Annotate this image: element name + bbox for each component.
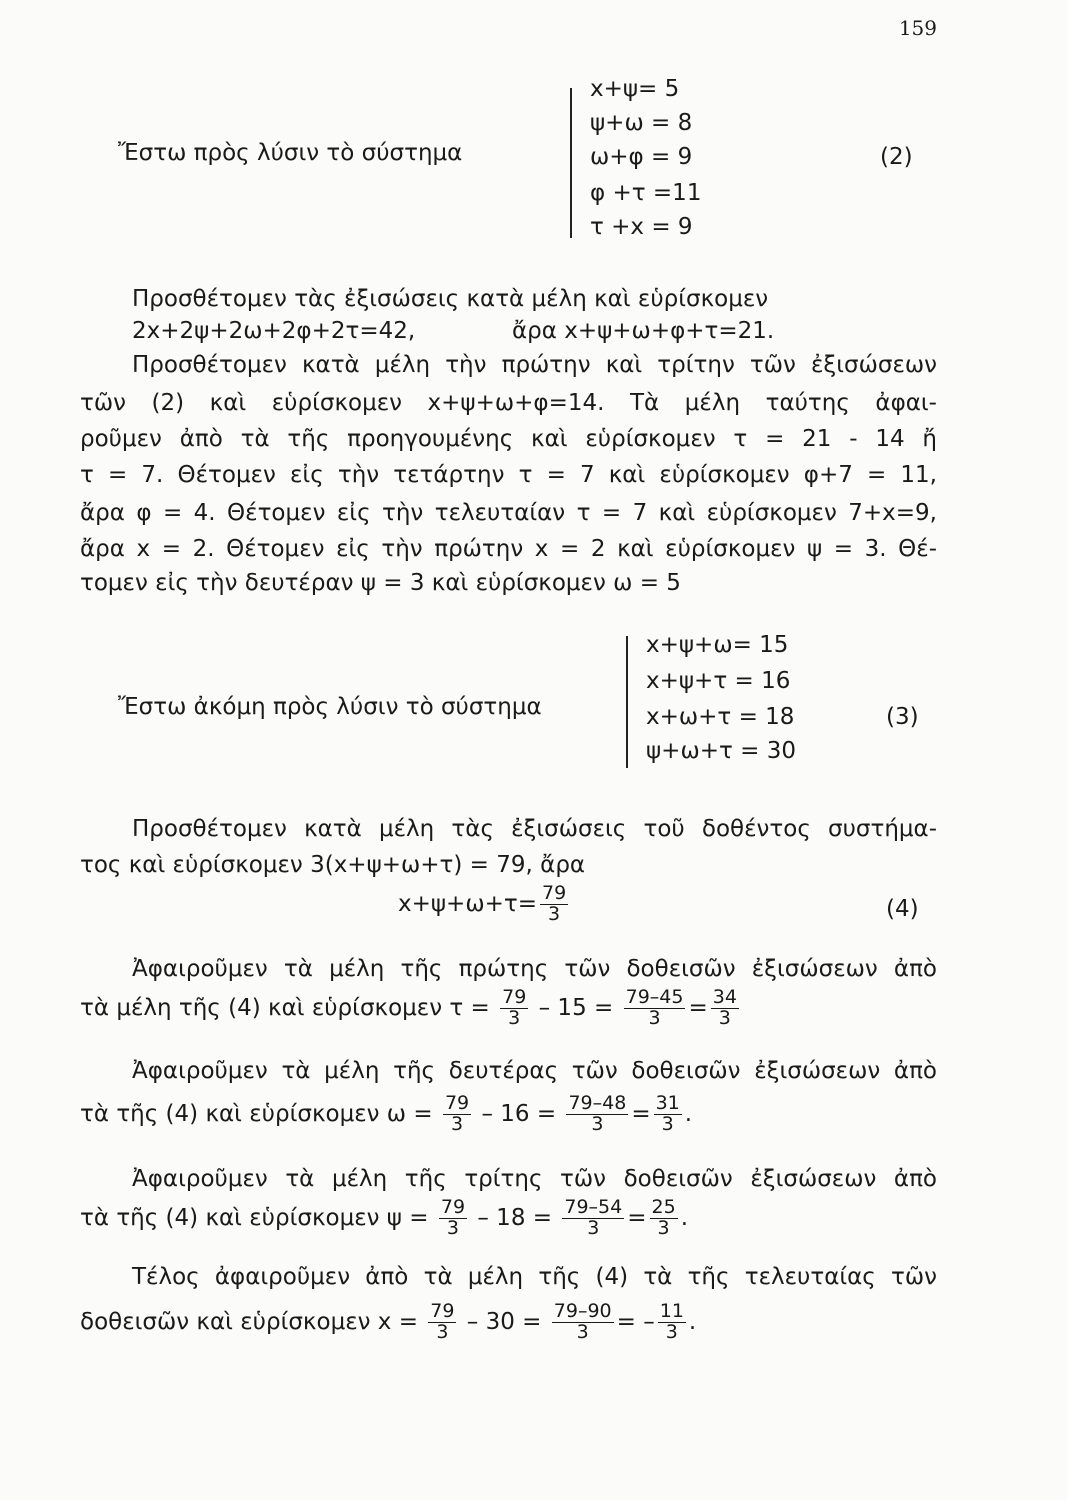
step-tau-equation: τὰ μέλη τῆς (4) καὶ εὑρίσκομεν τ = $\frac{79}{3}$ – 15 = $\frac{79-45}{3}$ = $\frac{34}{3}$ [80, 986, 737, 1029]
system2-eq-4: φ +τ =11 [590, 180, 702, 206]
system3-eq-2: x+ψ+τ = 16 [646, 668, 791, 694]
system3-intro: Ἔστω ἀκόμη πρὸς λύσιν τὸ σύστημα [118, 694, 542, 720]
para2-line6: ἄρα x = 2. Θέτομεν εἰς τὴν πρώτην x = 2 καὶ εὑρίσκομεν ψ = 3. Θέ- [80, 536, 937, 562]
system3-eq-1: x+ψ+ω= 15 [646, 632, 789, 658]
system2-eq-2: ψ+ω = 8 [590, 110, 693, 136]
para2-line2: τῶν (2) καὶ εὑρίσκομεν x+ψ+ω+φ=14. Τὰ μέλη ταύτης ἀφαι- [80, 390, 937, 416]
para1-equation-sum: 2x+2ψ+2ω+2φ+2τ=42, [132, 318, 416, 344]
system2-eq-5: τ +x = 9 [590, 214, 693, 240]
step-x-line1: Τέλος ἀφαιροῦμεν ἀπὸ τὰ μέλη τῆς (4) τὰ τῆς τελευταίας τῶν [132, 1264, 937, 1290]
para2-line3: ροῦμεν ἀπὸ τὰ τῆς προηγουμένης καὶ εὑρίσκομεν τ = 21 - 14 ἤ [80, 426, 937, 452]
system3-eq-4: ψ+ω+τ = 30 [646, 738, 796, 764]
para2-line5: ἄρα φ = 4. Θέτομεν εἰς τὴν τελευταίαν τ = 7 καὶ εὑρίσκομεν 7+x=9, [80, 500, 937, 526]
system2-brace [570, 88, 572, 238]
step-tau-line1: Ἀφαιροῦμεν τὰ μέλη τῆς πρώτης τῶν δοθεισῶν ἐξισώσεων ἀπὸ [132, 956, 937, 982]
equation-4 [398, 884, 571, 925]
system3-eq-3: x+ω+τ = 18 [646, 704, 795, 730]
para3-line2: τος καὶ εὑρίσκομεν 3(x+ψ+ω+τ) = 79, ἄρα [80, 852, 586, 878]
system2-intro: Ἔστω πρὸς λύσιν τὸ σύστημα [118, 140, 463, 166]
system2-eq-1: x+ψ= 5 [590, 76, 680, 102]
step-psi-equation: τὰ τῆς (4) καὶ εὑρίσκομεν ψ = $\frac{79}{3}$ – 18 = $\frac{79-54}{3}$ = $\frac{25}{3}$ . [80, 1196, 688, 1239]
equation-4-lhs: x+ψ+ω+τ= [398, 890, 537, 917]
para2-line4: τ = 7. Θέτομεν εἰς τὴν τετάρτην τ = 7 καὶ εὑρίσκομεν φ+7 = 11, [80, 462, 937, 488]
step-omega-equation: τὰ τῆς (4) καὶ εὑρίσκομεν ω = $\frac{79}{3}$ – 16 = $\frac{79-48}{3}$ = $\frac{31}{3}$ . [80, 1092, 693, 1135]
step-omega-line1: Ἀφαιροῦμεν τὰ μέλη τῆς δευτέρας τῶν δοθεισῶν ἐξισώσεων ἀπὸ [132, 1058, 937, 1084]
step-psi-line1: Ἀφαιροῦμεν τὰ μέλη τῆς τρίτης τῶν δοθεισῶν ἐξισώσεων ἀπὸ [132, 1166, 937, 1192]
system2-label: (2) [880, 144, 913, 170]
system2-eq-3: ω+φ = 9 [590, 144, 693, 170]
para2-line1: Προσθέτομεν κατὰ μέλη τὴν πρώτην καὶ τρίτην τῶν ἐξισώσεων [132, 352, 937, 378]
system3-label: (3) [886, 704, 919, 730]
page-number: 159 [898, 16, 937, 40]
equation-4-label: (4) [886, 896, 919, 922]
system3-brace [626, 636, 628, 768]
para1-line1: Προσθέτομεν τὰς ἐξισώσεις κατὰ μέλη καὶ εὑρίσκομεν [132, 286, 769, 312]
para1-equation-result: ἄρα x+ψ+ω+φ+τ=21. [512, 318, 775, 344]
para3-line1: Προσθέτομεν κατὰ μέλη τὰς ἐξισώσεις τοῦ δοθέντος συστήμα- [132, 816, 937, 842]
para2-line7: τομεν εἰς τὴν δευτέραν ψ = 3 καὶ εὑρίσκομεν ω = 5 [80, 570, 681, 596]
step-x-equation: δοθεισῶν καὶ εὑρίσκομεν x = $\frac{79}{3}$ – 30 = $\frac{79-90}{3}$ = – $\frac{11}{3}$ . [80, 1300, 697, 1343]
equation-4-fraction: $\frac{79}{3}$ [541, 882, 567, 925]
